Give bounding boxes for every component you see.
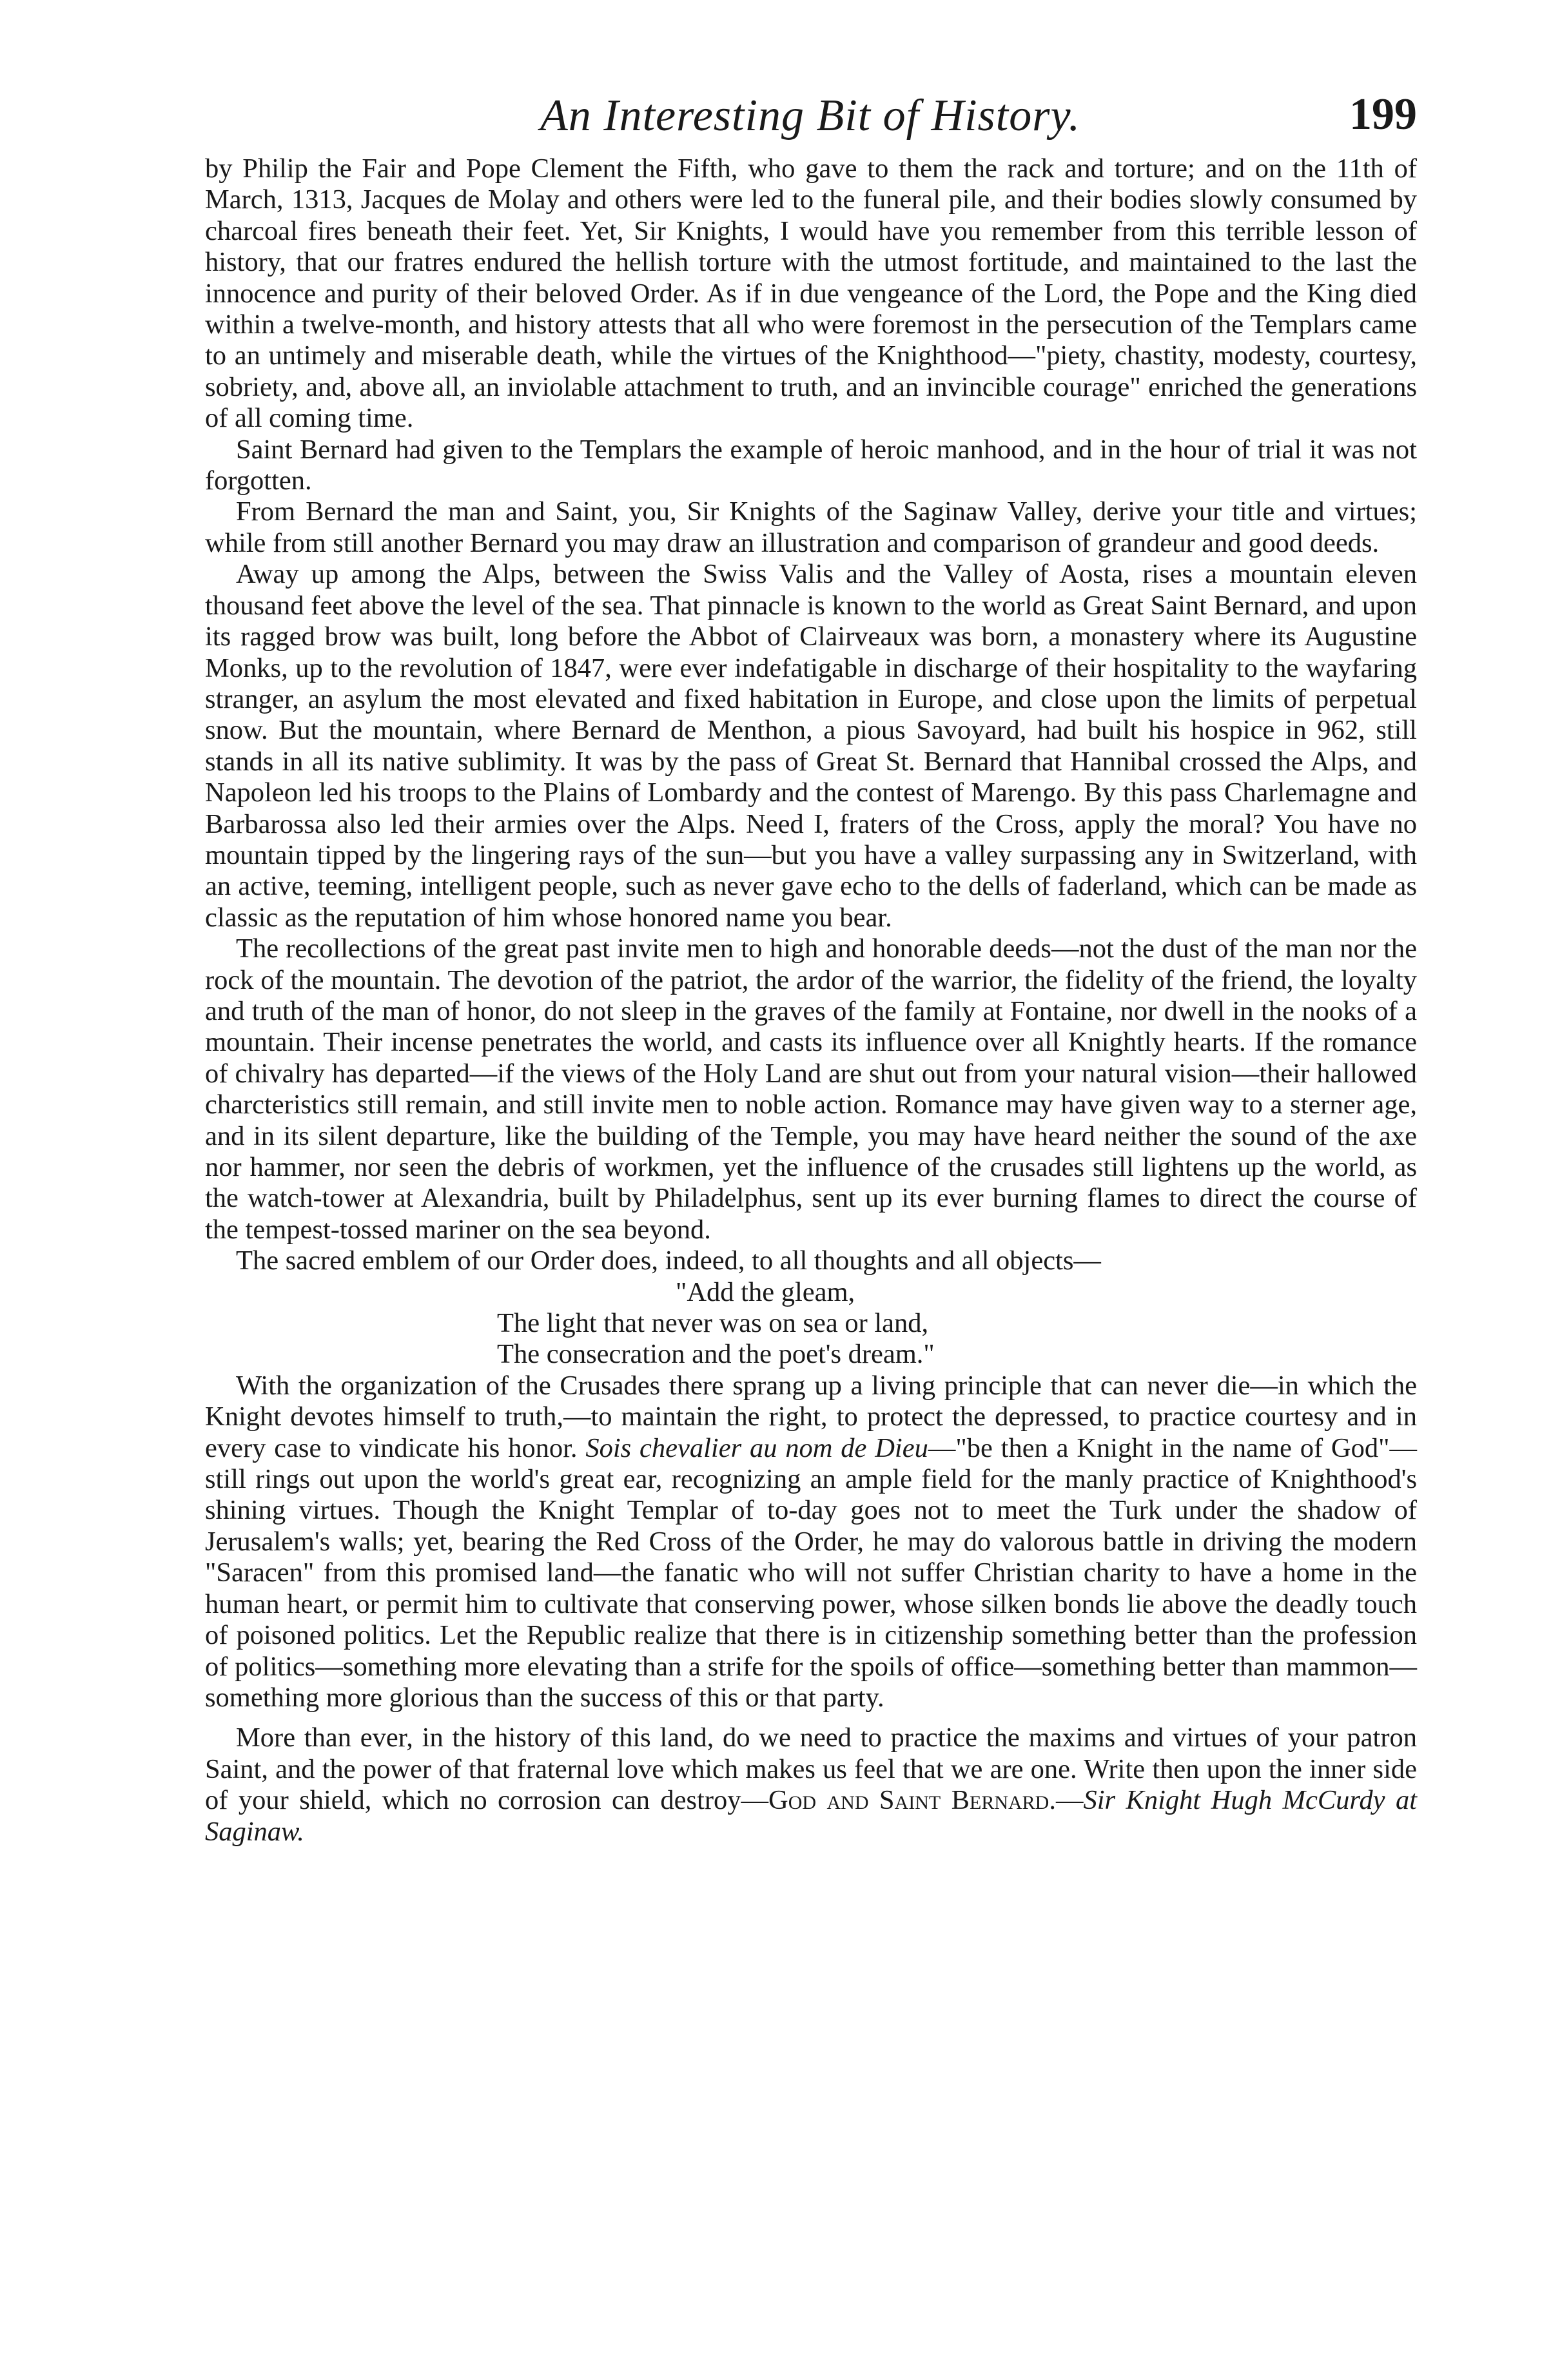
page-header: [205, 77, 1417, 148]
paragraph-5: The recollections of the great past invite men to high and honorable deeds—not the dust of the man nor the rock of the mountain. The devotion of the patriot, the ardor of the warrior, the fidelity of the friend, the loyalty and truth of the man of honor, do not sleep in the graves of the family at Fontaine, nor dwell in the nooks of a mountain. Their incense penetrates the world, and casts its influence over all Knightly hearts. If the romance of chivalry has departed—if the views of the Holy Land are shut out from your natural vision—their hallowed charcteristics still remain, and still invite men to noble action. Romance may have given way to a sterner age, and in its silent departure, like the building of the Temple, you may have heard neither the sound of the axe nor hammer, nor seen the debris of workmen, yet the influence of the crusades still lightens up the world, as the watch-tower at Alexandria, built by Philadelphus, sent up its ever burning flames to direct the course of the tempest-tossed mariner on the sea beyond.: [205, 933, 1417, 1245]
running-title: An Interesting Bit of History.: [540, 91, 1081, 141]
verse-line-1: "Add the gleam,: [676, 1276, 855, 1307]
paragraph-4: Away up among the Alps, between the Swiss Valis and the Valley of Aosta, rises a mountain eleven thousand feet above the level of the sea. That pinnacle is known to the world as Great Saint Bernard, and upon its ragged brow was built, long before the Abbot of Clairveaux was born, a monastery where its Augustine Monks, up to the revolution of 1847, were ever indefatigable in discharge of their hospitality to the wayfaring stranger, an asylum the most elevated and fixed habitation in Europe, and close upon the limits of perpetual snow. But the mountain, where Bernard de Menthon, a pious Savoyard, had built his hospice in 962, still stands in all its native sublimity. It was by the pass of Great St. Bernard that Hannibal crossed the Alps, and Napoleon led his troops to the Plains of Lombardy and the contest of Marengo. By this pass Charlemagne and Barbarossa also led their armies over the Alps. Need I, fraters of the Cross, apply the moral? You have no mountain tipped by the lingering rays of the sun—but you have a valley surpassing any in Switzerland, with an active, teeming, intelligent people, such as never gave echo to the dells of faderland, which can be made as classic as the reputation of him whose honored name you bear.: [205, 559, 1417, 933]
page-number: 199: [1349, 90, 1417, 139]
paragraph-7-text-b: —"be then a Knight in the name of God"—still rings out upon the world's great ear, recognizing an ample field for the manly practice of Knighthood's shining virtues. Though the Knight Templar of to-day goes not to meet the Turk under the shadow of Jerusalem's walls; yet, bearing the Red Cross of the Order, he may do valorous battle in driving the modern "Saracen" from this promised land—the fanatic who will not suffer Christian charity to have a home in the human heart, or permit him to cultivate that conserving power, whose silken bonds lie above the deadly touch of poisoned politics. Let the Republic realize that there is in citizenship something better than the profession of politics—something more elevating than a strife for the spoils of office—something better than mammon—something more glorious than the success of this or that party.: [205, 1432, 1417, 1713]
book-page: [205, 77, 1417, 2346]
paragraph-8-text: More than ever, in the history of this land, do we need to practice the maxims and virtues of your patron Saint, and the power of that fraternal love which makes us feel that we are one. Write then upon the inner side of your shield, which no corrosion can destroy—: [205, 1722, 1417, 1816]
paragraph-gap: [205, 1713, 1417, 1722]
signature-attribution: Sir Knight Hugh McCurdy at Saginaw.: [205, 1785, 1418, 1847]
verse-line-2: The light that never was on sea or land,: [497, 1308, 929, 1339]
paragraph-8: [205, 1722, 1417, 1848]
french-motto: Sois chevalier au nom de Dieu: [585, 1432, 928, 1463]
paragraph-7-text-a: With the organization of the Crusades there sprang up a living principle that can never die—in which the Knight devotes himself to truth,—to maintain the right, to protect the depressed, to practice courtesy and in every case to vindicate his honor.: [205, 1370, 1417, 1463]
verse-line-3: The consecration and the poet's dream.": [497, 1339, 935, 1370]
dash: —: [1055, 1785, 1084, 1816]
verse-quote: [205, 1277, 1417, 1370]
paragraph-2: Saint Bernard had given to the Templars the example of heroic manhood, and in the hour of trial it was not forgotten.: [205, 434, 1417, 496]
paragraph-1: by Philip the Fair and Pope Clement the Fifth, who gave to them the rack and torture; and on the 11th of March, 1313, Jacques de Molay and others were led to the funeral pile, and their bodies slowly consumed by charcoal fires beneath their feet. Yet, Sir Knights, I would have you remember from this terrible lesson of history, that our fratres endured the hellish torture with the utmost fortitude, and maintained to the last the innocence and purity of their beloved Order. As if in due vengeance of the Lord, the Pope and the King died within a twelve-month, and history attests that all who were foremost in the persecution of the Templars came to an untimely and miserable death, while the virtues of the Knighthood—"piety, chastity, modesty, courtesy, sobriety, and, above all, an inviolable attachment to truth, and an invincible courage" enriched the generations of all coming time.: [205, 153, 1417, 434]
paragraph-6: The sacred emblem of our Order does, indeed, to all thoughts and all objects—: [236, 1245, 1101, 1276]
paragraph-7: [205, 1370, 1417, 1713]
paragraph-3: From Bernard the man and Saint, you, Sir Knights of the Saginaw Valley, derive your title and virtues; while from still another Bernard you may draw an illustration and comparison of grandeur and good deeds.: [205, 496, 1417, 558]
shield-motto: God and Saint Bernard.: [768, 1785, 1056, 1816]
body-text: [205, 153, 1417, 1848]
